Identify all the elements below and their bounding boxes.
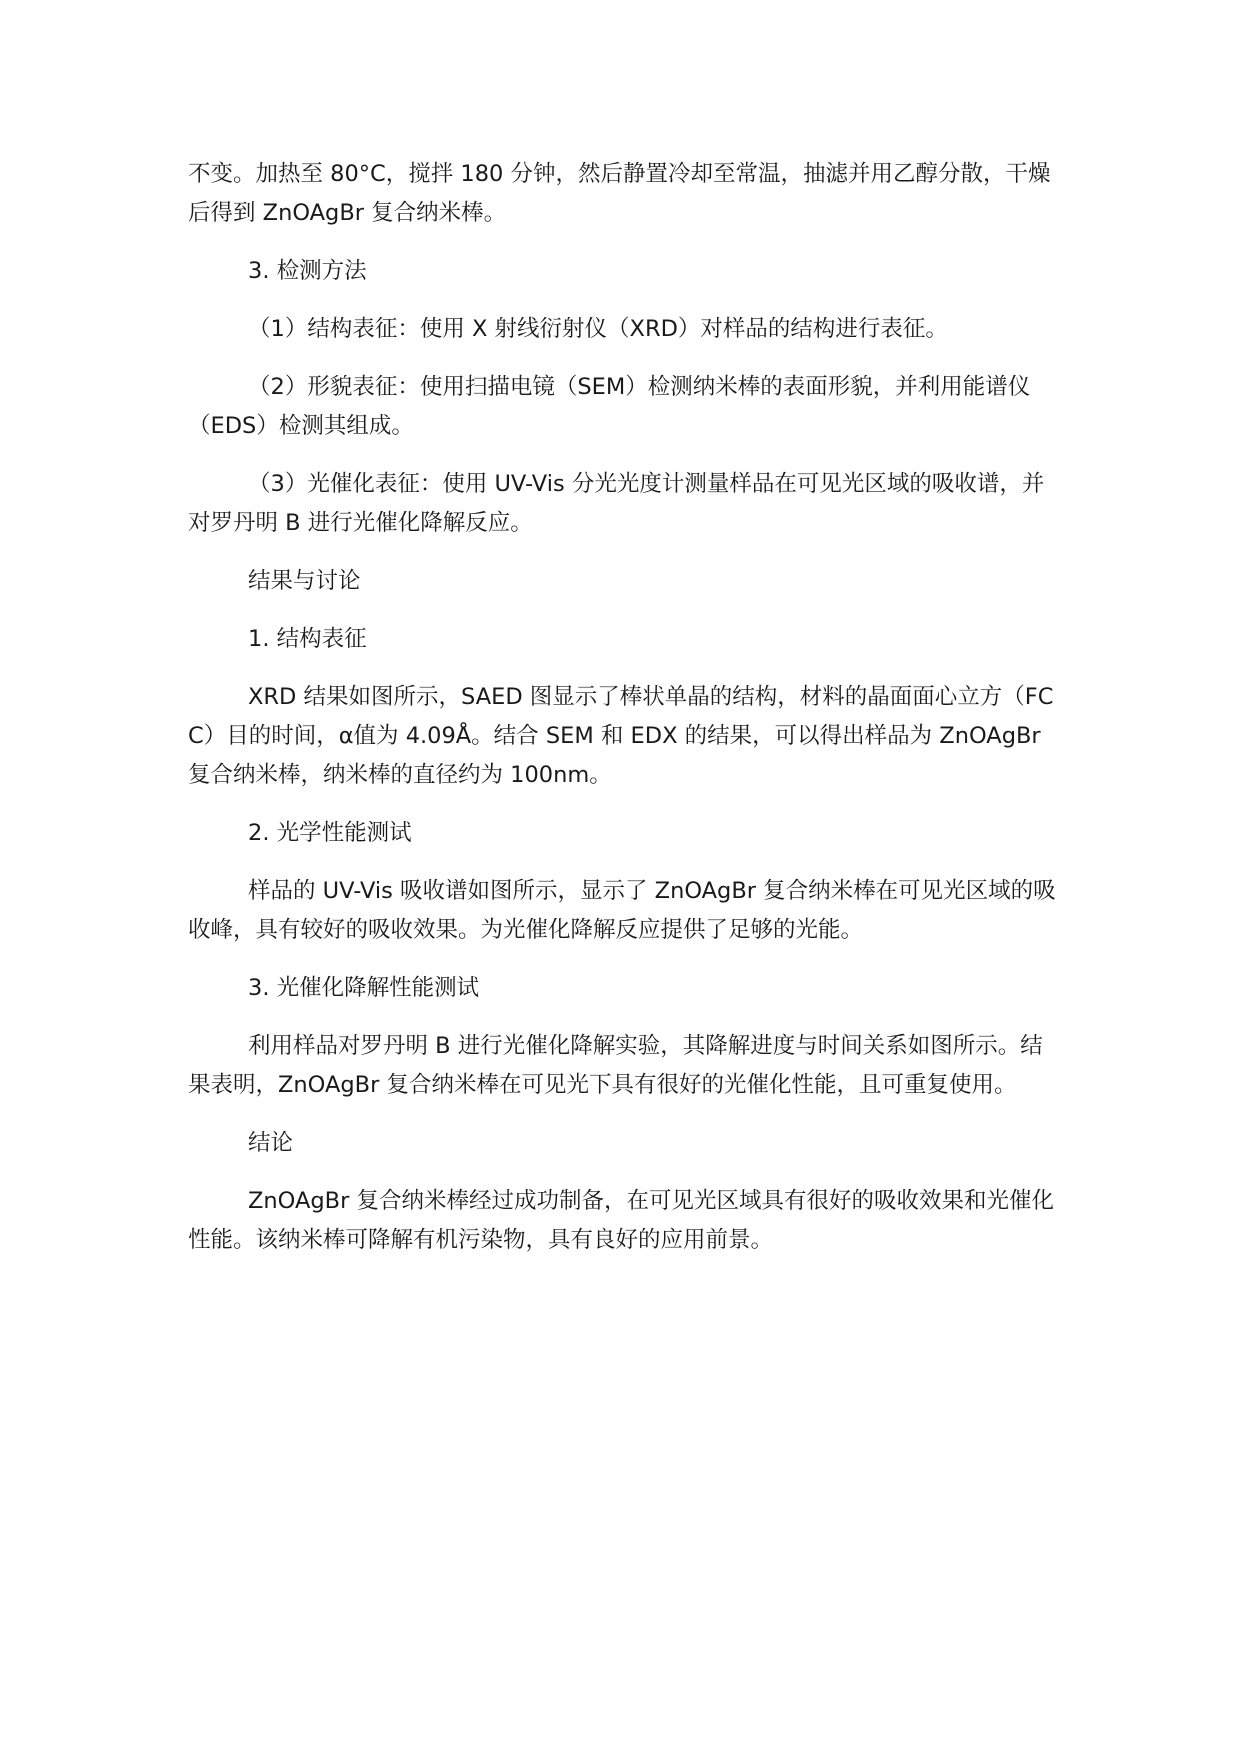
heading-results-discussion: 结果与讨论	[248, 568, 361, 594]
paragraph-photocatalysis-characterization: （3）光催化表征：使用 UV-Vis 分光光度计测量样品在可见光区域的吸收谱，并对罗丹明 B 进行光催化降解反应。	[188, 471, 1045, 536]
heading-conclusion: 结论	[248, 1130, 294, 1156]
paragraph-degradation-results: 利用样品对罗丹明 B 进行光催化降解实验，其降解进度与时间关系如图所示。结果表明，ZnOAgBr 复合纳米棒在可见光下具有很好的光催化性能，且可重复使用。	[188, 1033, 1043, 1098]
paragraph-preparation-end: 不变。加热至 80°C，搅拌 180 分钟，然后静置冷却至常温，抽滤并用乙醇分散，干燥后得到 ZnOAgBr 复合纳米棒。	[188, 161, 1051, 226]
paragraph-xrd-results: XRD 结果如图所示，SAED 图显示了棒状单晶的结构，材料的晶面面心立方（FCC）目的时间，α值为 4.09Å。结合 SEM 和 EDX 的结果，可以得出样品为 ZnOAgBr 复合纳米棒，纳米棒的直径约为 100nm。	[188, 684, 1054, 788]
heading-photocatalytic-degradation: 3. 光催化降解性能测试	[248, 975, 480, 1001]
heading-detection-methods: 3. 检测方法	[248, 258, 367, 284]
paragraph-uv-vis-results: 样品的 UV-Vis 吸收谱如图所示，显示了 ZnOAgBr 复合纳米棒在可见光区域的吸收峰，具有较好的吸收效果。为光催化降解反应提供了足够的光能。	[188, 878, 1056, 943]
heading-optical-performance: 2. 光学性能测试	[248, 820, 412, 846]
heading-structure-characterization: 1. 结构表征	[248, 626, 367, 652]
paragraph-structure-characterization: （1）结构表征：使用 X 射线衍射仪（XRD）对样品的结构进行表征。	[248, 316, 948, 342]
paragraph-morphology-characterization: （2）形貌表征：使用扫描电镜（SEM）检测纳米棒的表面形貌，并利用能谱仪（EDS）检测其组成。	[188, 374, 1031, 439]
paragraph-conclusion: ZnOAgBr 复合纳米棒经过成功制备，在可见光区域具有很好的吸收效果和光催化性能。该纳米棒可降解有机污染物，具有良好的应用前景。	[188, 1188, 1055, 1253]
document-body	[188, 155, 1058, 1279]
